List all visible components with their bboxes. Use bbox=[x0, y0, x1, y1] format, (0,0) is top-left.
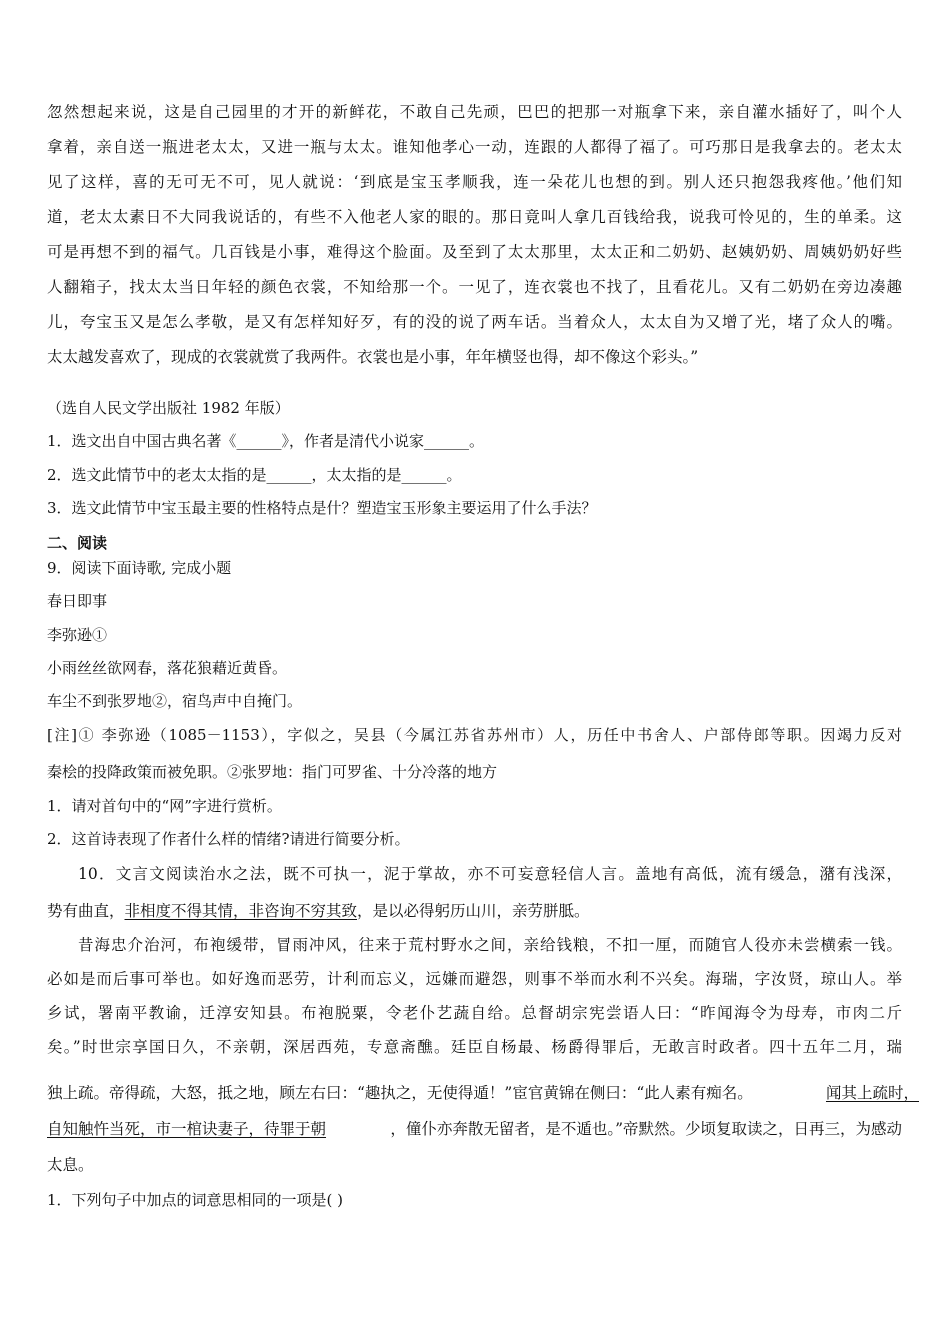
q9-question-2: 2．这首诗表现了作者什么样的情绪?请进行简要分析。 bbox=[47, 830, 410, 848]
q10-para-line: 必如是而后事可举也。如好逸而恶劳，计利而忘义，远嫌而避怨，则事不举而水利不兴矣。海瑞，字汝贤，琼山人。举 bbox=[47, 970, 902, 988]
question-3: 3．选文此情节中宝玉最主要的性格特点是什？塑造宝玉形象主要运用了什么手法？ bbox=[47, 499, 597, 517]
q10-line: 10．文言文阅读治水之法，既不可执一，泥于掌故，亦不可妄意轻信人言。盖地有高低，流有缓急，潴有浅深， bbox=[78, 865, 902, 883]
poem-title: 春日即事 bbox=[47, 592, 108, 610]
q10-para-line bbox=[47, 1119, 902, 1139]
poem-line: 小雨丝丝欲网春，落花狼藉近黄昏。 bbox=[47, 659, 288, 677]
passage-line: 儿，夸宝玉又是怎么孝敬，是又有怎样知好歹，有的没的说了两车话。当着众人，太太自为又增了光，堵了众人的嘴。 bbox=[47, 313, 902, 331]
q10-text: 势有曲直， bbox=[47, 902, 125, 920]
passage-line: 可是再想不到的福气。几百钱是小事，难得这个脸面。及至到了太太那里，太太正和二奶奶、赵姨奶奶、周姨奶奶好些 bbox=[47, 243, 902, 261]
q10-question-1: 1．下列句子中加点的词意思相同的一项是( ) bbox=[47, 1191, 344, 1209]
passage-line: 人翻箱子，找太太当日年轻的颜色衣裳，不知给那一个。一见了，连衣裳也不找了，且看花儿。又有二奶奶在旁边凑趣 bbox=[47, 278, 902, 296]
q10-para-line: 乡试，署南平教谕，迁淳安知县。布袍脱粟，令老仆艺蔬自给。总督胡宗宪尝语人曰：“昨闻海令为母寿，市肉二斤 bbox=[47, 1004, 902, 1022]
section-heading: 二、阅读 bbox=[47, 534, 108, 552]
poem-line: 车尘不到张罗地②，宿鸟声中自掩门。 bbox=[47, 692, 303, 710]
q10-para-line: 矣。”时世宗享国日久，不亲朝，深居西苑，专意斋醮。廷臣自杨最、杨爵得罪后，无敢言时政者。四十五年二月，瑞 bbox=[47, 1038, 902, 1056]
passage-line: 拿着，亲自送一瓶进老太太，又进一瓶与太太。谁知他孝心一动，连跟的人都得了福了。可巧那日是我拿去的。老太太 bbox=[47, 138, 902, 156]
question-2: 2．选文此情节中的老太太指的是______，太太指的是______。 bbox=[47, 466, 462, 484]
q10-text: 独上疏。帝得疏，大怒，抵之地，顾左右曰：“趣执之，无使得遁！”宦官黄锦在侧曰：“此人素有痴名。 bbox=[47, 1084, 753, 1102]
passage-line: 太太越发喜欢了，现成的衣裳就赏了我两件。衣裳也是小事，年年横竖也得，却不像这个彩头。” bbox=[47, 348, 699, 366]
source-note: （选自人民文学出版社 1982 年版） bbox=[47, 399, 290, 417]
q10-text: ，僮仆亦奔散无留者，是不遁也。”帝默然。少顷复取读之，日再三，为感动 bbox=[390, 1120, 902, 1138]
q9-question-1: 1．请对首句中的“网”字进行赏析。 bbox=[47, 797, 282, 815]
poem-note: [注]① 李弥逊（1085－1153），字似之，吴县（今属江苏省苏州市）人，历任中书舍人、户部侍郎等职。因竭力反对 bbox=[47, 726, 902, 744]
q9-intro: 9．阅读下面诗歌, 完成小题 bbox=[47, 559, 232, 577]
q10-line bbox=[47, 901, 590, 921]
question-1: 1．选文出自中国古典名著《______》，作者是清代小说家______。 bbox=[47, 432, 485, 450]
poem-note: 秦桧的投降政策而被免职。②张罗地：指门可罗雀、十分冷落的地方 bbox=[47, 763, 498, 781]
q10-para-line: 昔海忠介治河，布袍缓带，冒雨冲风，往来于荒村野水之间，亲给钱粮，不扣一厘，而随官人役亦未尝横索一钱。 bbox=[78, 936, 902, 954]
passage-line: 忽然想起来说，这是自己园里的才开的新鲜花，不敢自己先顽，巴巴的把那一对瓶拿下来，亲自灌水插好了，叫个人 bbox=[47, 103, 902, 121]
q10-text: ，是以必得躬历山川，亲劳胼胝。 bbox=[357, 902, 590, 920]
q10-para-line: 太息。 bbox=[47, 1156, 94, 1174]
passage-line: 见了这样，喜的无可无不可，见人就说：‘到底是宝玉孝顺我，连一朵花儿也想的到。别人还只抱怨我疼他。’他们知 bbox=[47, 173, 902, 191]
passage-line: 道，老太太素日不大同我说话的，有些不入他老人家的眼的。那日竟叫人拿几百钱给我，说我可怜见的，生的单柔。这 bbox=[47, 208, 902, 226]
poem-author: 李弥逊① bbox=[47, 626, 108, 644]
underlined-sentence: 自知触忤当死，市一棺诀妻子，待罪于朝 bbox=[47, 1120, 327, 1138]
q10-para-line bbox=[47, 1083, 919, 1103]
underlined-sentence: 闻其上疏时， bbox=[825, 1084, 919, 1102]
underlined-sentence: 非相度不得其情，非咨询不穷其致 bbox=[124, 902, 358, 920]
